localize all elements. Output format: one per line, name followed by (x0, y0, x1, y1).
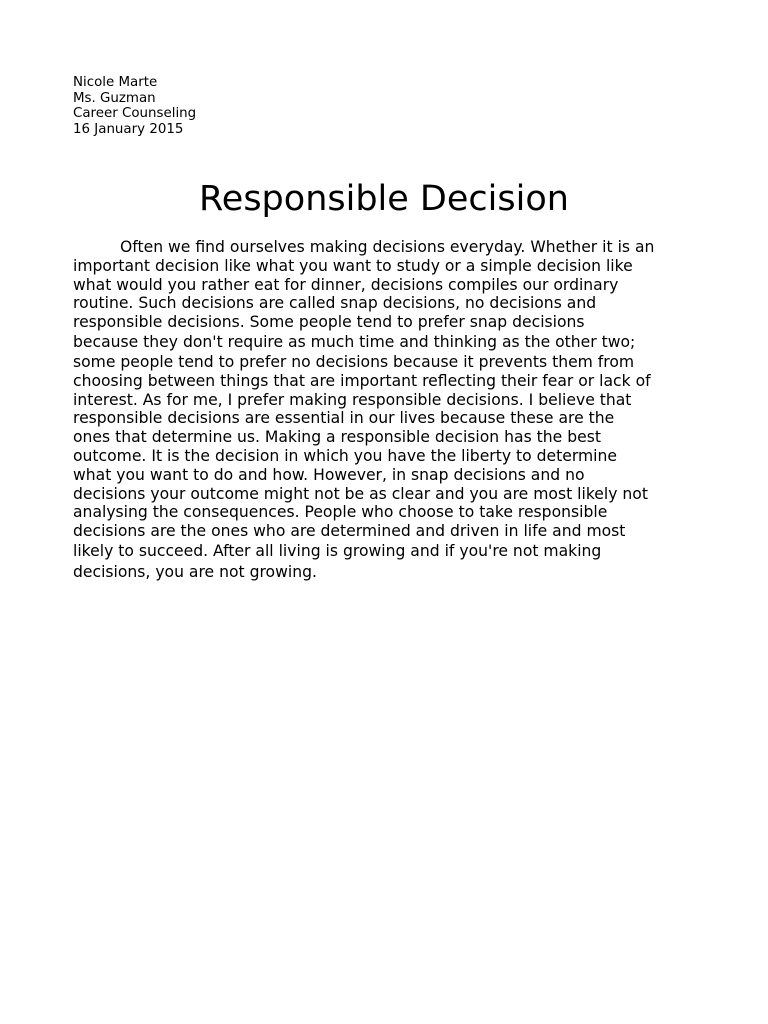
course-name: Career Counseling (73, 106, 197, 122)
body-paragraph (73, 238, 713, 583)
paragraph-line: choosing between things that are important reflecting their fear or lack of (73, 371, 651, 390)
author-name: Nicole Marte (73, 75, 158, 90)
paragraph-line: what would you rather eat for dinner, decisions compiles our ordinary (73, 275, 619, 294)
paragraph-line: decisions your outcome might not be as clear and you are most likely not (73, 484, 648, 503)
paragraph-line: analysing the consequences. People who choose to take responsible (73, 503, 608, 522)
paragraph-line: responsible decisions are essential in our lives because these are the (73, 409, 615, 428)
paragraph-line: likely to succeed. After all living is growing and if you're not making (73, 541, 602, 560)
paragraph-line: outcome. It is the decision in which you have the liberty to determine (73, 446, 617, 465)
paragraph-line: what you want to do and how. However, in snap decisions and no (73, 465, 585, 484)
paragraph-line: interest. As for me, I prefer making responsible decisions. I believe that (73, 390, 632, 409)
paragraph-line: Often we find ourselves making decisions everyday. Whether it is an (120, 238, 655, 256)
document-title: Responsible Decision (199, 179, 569, 219)
document-date: 16 January 2015 (73, 121, 184, 137)
paragraph-line: decisions, you are not growing. (73, 562, 317, 581)
paragraph-line: important decision like what you want to study or a simple decision like (73, 256, 633, 275)
paragraph-line: decisions are the ones who are determined and driven in life and most (73, 522, 626, 541)
paragraph-line: routine. Such decisions are called snap decisions, no decisions and (73, 294, 597, 313)
instructor-name: Ms. Guzman (73, 90, 156, 106)
paragraph-line: some people tend to prefer no decisions because it prevents them from (73, 352, 635, 371)
paragraph-line: responsible decisions. Some people tend to prefer snap decisions (73, 313, 585, 332)
paragraph-line: because they don't require as much time and thinking as the other two; (73, 332, 636, 351)
paragraph-line: ones that determine us. Making a responsible decision has the best (73, 428, 601, 447)
heading-block (73, 75, 196, 137)
